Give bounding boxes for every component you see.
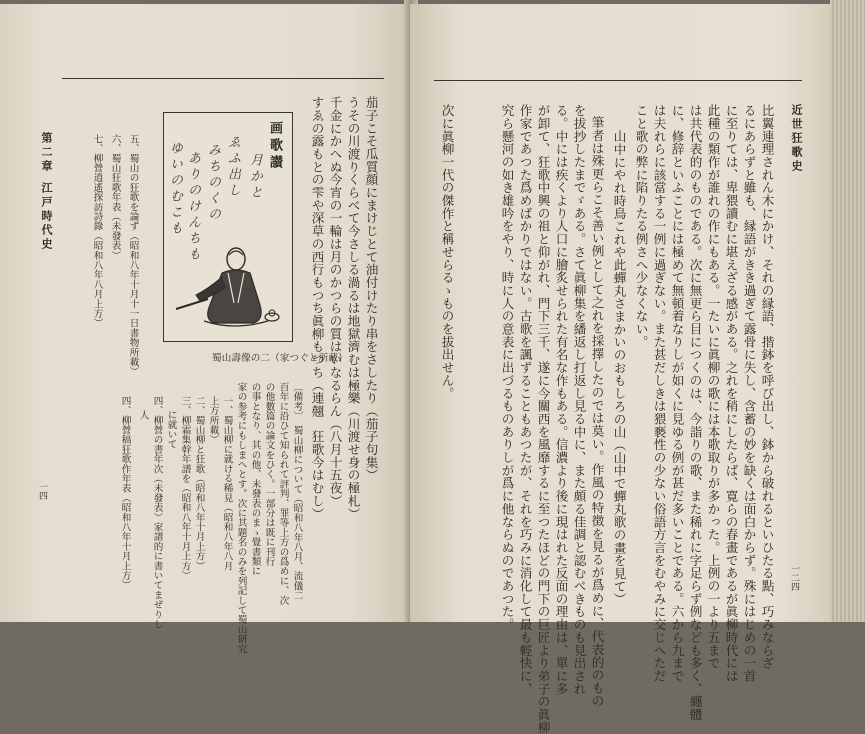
body-line: が卸て、狂歌中興の祖と仰がれ、門下三千、遂に今關西を風靡するに至つたほどの門下の巨匠より弟子の眞柳: [535, 104, 551, 734]
body-line: こと歌の弊に陷りたる例さへ少なくない。: [633, 104, 649, 349]
list-item: 六、蜀山狂歌年表（未發表）: [109, 134, 121, 261]
body-line: 此種の類作が誰れの作にもある。一たいに眞柳の歌には本歌取りが多かった。上例の一より五まで: [705, 104, 721, 670]
body-line: すゑの露もとの雫や深草の西行もつち眞柳もつち（連翹 狂歌今はむし）: [309, 96, 325, 521]
body-line: る。中には疾くより人口に膾炙せられた有名な作もある。信濃より後に現はれた反面の理由は、單に多: [553, 104, 569, 696]
seated-figure-illustration: [174, 243, 282, 333]
page-edges: [830, 0, 865, 622]
image-caption: 蜀山壽像の二（家つぐと所藏）: [212, 353, 348, 364]
note-line: に就いて: [165, 410, 177, 449]
header-title: 江戸時代史: [40, 182, 53, 252]
note-line: 一、蜀山柳に就ける稀見（昭和八年八月: [221, 396, 233, 571]
note-line: 上方所載）: [207, 396, 219, 445]
header-rule: [434, 80, 802, 81]
note-line: 百年に沿ひて知られて評判、罪等上方の爲めに、次: [277, 382, 289, 606]
body-line: は夫れらに該當する一例に過ぎない。また甚だしきは猥褻性の少ない俗語方言をむやみに交じへただ: [651, 104, 667, 683]
right-page: [410, 4, 830, 734]
calligraphy-line: 月かと: [247, 153, 262, 201]
note-line: の事となり、其の他、未發表のまゝ覺書類に: [249, 382, 261, 576]
note-line: 二、蜀山柳と狂歌（昭和八年十月上方）: [193, 396, 205, 571]
note-line: 〔備考〕 蜀山柳について（昭和八年八月、流儀二: [291, 382, 303, 601]
note-line: 人: [137, 410, 149, 420]
note-line: 四、柳營の書年次（未發表）家譜的に書いてまぜりし: [151, 396, 163, 629]
body-line: に、修辞といふことには極めて無頓着なりしが如くに見ゆる例が甚だ多いことである。六から九まで: [669, 104, 685, 683]
page-number: 一四: [37, 482, 47, 500]
note-line: 家の参考にもしまへとす。次に其題名のみを列記して蜀山研究: [235, 382, 247, 654]
body-line: 比翼連理されん木にかけ、それの縁語、揩鉢を呼び出し、鉢から破れるといひたる點、巧みならざ: [759, 104, 775, 670]
list-item: 七、柳營逍遙探訪詩錄（昭和八年八月上方）: [91, 134, 103, 328]
body-line: るにあらずと雖も、縁語がきき過ぎて露骨に失し、含蓄の妙を缺くは面白からず。殊にはじめの一首: [741, 104, 757, 683]
page-number: 一二四: [789, 564, 799, 591]
body-line: は共代表的のものである。次に無更ら目につくのは、今詣りの歌、また稀れに字足らず例なども多く、纏體: [687, 104, 703, 721]
note-line: 四、柳營稿狂歌作年表（昭和八年十月上方）: [119, 396, 131, 590]
body-line: 茄子こそ瓜質顔にまけじとて油付けたり串をさしたり（茄子句集）: [363, 96, 379, 482]
header-chapter: 第二章: [40, 132, 53, 174]
body-line: うその川渡りくらべて今さしる渦るは地獄濟むは極樂（川渡せ身の極札）: [345, 96, 361, 521]
body-line: 筆者は殊更らこそ善い例として之れを採擇したのでは莫い。作風の特徴を見るが爲めに、代表的のもの: [589, 116, 605, 708]
body-line: 作家であつた爲めばかりではない。古歌を諷ずることもあつたが、それを巧みに消化して最も輕快に、: [517, 104, 533, 696]
poem-line: 山中にやれ時鳥これや此蟬丸さまかいのおもしろの山（山中で蟬丸歌の畫を見て）: [611, 130, 627, 606]
body-line: を拔抄したまでゞある。さて眞柳集を繙返し打返し見る中に、また頗る佳調と認むべきものも見出され: [571, 104, 587, 696]
note-line: 三、柳霜集幹年譜を（昭和八年十月上方）: [179, 396, 191, 581]
body-line: に至りては、卑猥讀むに堪えざる感がある。之れを稍にしたらば、寛らの春畫であるが眞柳時代には: [723, 104, 739, 683]
calligraphy-line: ゑふ出し: [225, 135, 240, 199]
header-rule: [62, 78, 384, 79]
left-page: [0, 4, 410, 654]
calligraphy-line: ありのけんちも: [185, 151, 200, 263]
body-line: 次に眞柳一代の傑作と稱せらるゝものを拔出せん。: [439, 104, 455, 400]
header-title: 近世狂歌史: [790, 104, 803, 174]
calligraphy-line: みちのくの: [205, 143, 220, 223]
body-line: 千金にかへぬ今宵の一輪は月のかつらの質はいなるらん（八月十五夜）: [327, 96, 343, 508]
body-line: 究ら懸河の如き雄吟をやり、時に人の意表に出づるものありしが爲に他ならぬのであつた。: [499, 104, 515, 631]
note-line: の他數篇の論文をひく。一部分は既に刊行: [263, 382, 275, 567]
calligraphy-line: ゆいのむこも: [167, 141, 182, 237]
portrait-image: [163, 112, 293, 342]
list-item: 五、蜀山の狂歌を論ず（昭和八年十月十一日書物所載）: [127, 134, 139, 377]
calligraphy-title: 画歌讃: [267, 121, 282, 172]
